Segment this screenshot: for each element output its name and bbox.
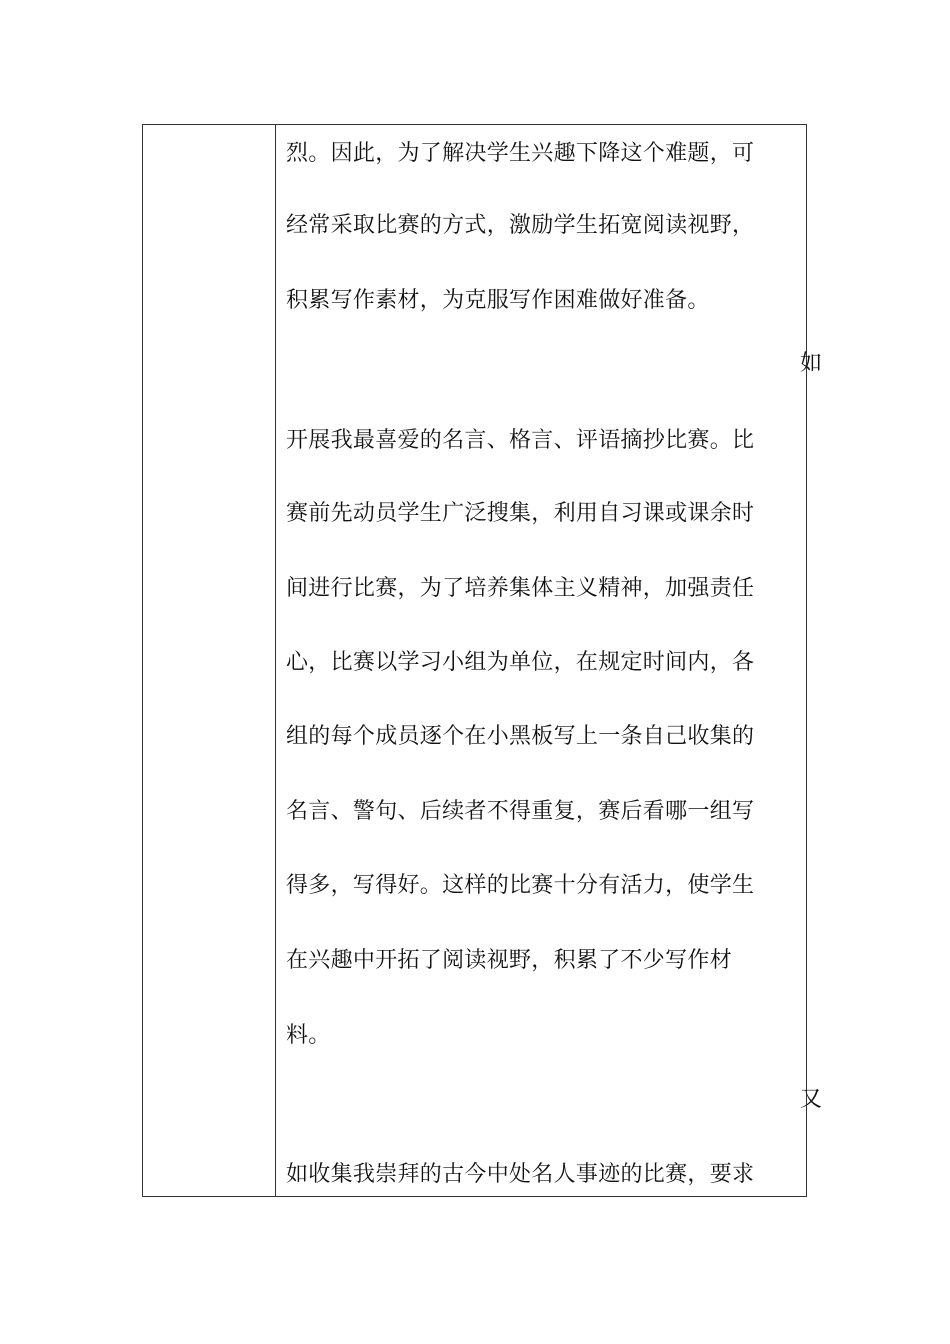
text-line: 赛前先动员学生广泛搜集，利用自习课或课余时 bbox=[286, 501, 755, 526]
margin-char: 如 bbox=[800, 351, 823, 376]
text-line: 积累写作素材，为克服写作困难做好准备。 bbox=[286, 288, 710, 313]
text-line: 间进行比赛，为了培养集体主义精神，加强责任 bbox=[286, 576, 755, 601]
text-line: 如收集我崇拜的古今中处名人事迹的比赛，要求 bbox=[286, 1162, 755, 1187]
text-line: 名言、警句、后续者不得重复，赛后看哪一组写 bbox=[286, 799, 755, 824]
text-line: 经常采取比赛的方式，激励学生拓宽阅读视野， bbox=[286, 213, 755, 238]
margin-char: 又 bbox=[800, 1087, 823, 1112]
text-line: 在兴趣中开拓了阅读视野，积累了不少写作材 bbox=[286, 948, 733, 973]
text-line: 料。 bbox=[286, 1023, 331, 1048]
text-line: 心，比赛以学习小组为单位，在规定时间内，各 bbox=[286, 650, 755, 675]
text-line: 得多，写得好。这样的比赛十分有活力，使学生 bbox=[286, 873, 755, 898]
table-column-divider bbox=[275, 124, 276, 1197]
text-line: 组的每个成员逐个在小黑板写上一条自己收集的 bbox=[286, 724, 755, 749]
text-line: 烈。因此，为了解决学生兴趣下降这个难题，可 bbox=[286, 141, 755, 166]
text-line: 开展我最喜爱的名言、格言、评语摘抄比赛。比 bbox=[286, 428, 755, 453]
